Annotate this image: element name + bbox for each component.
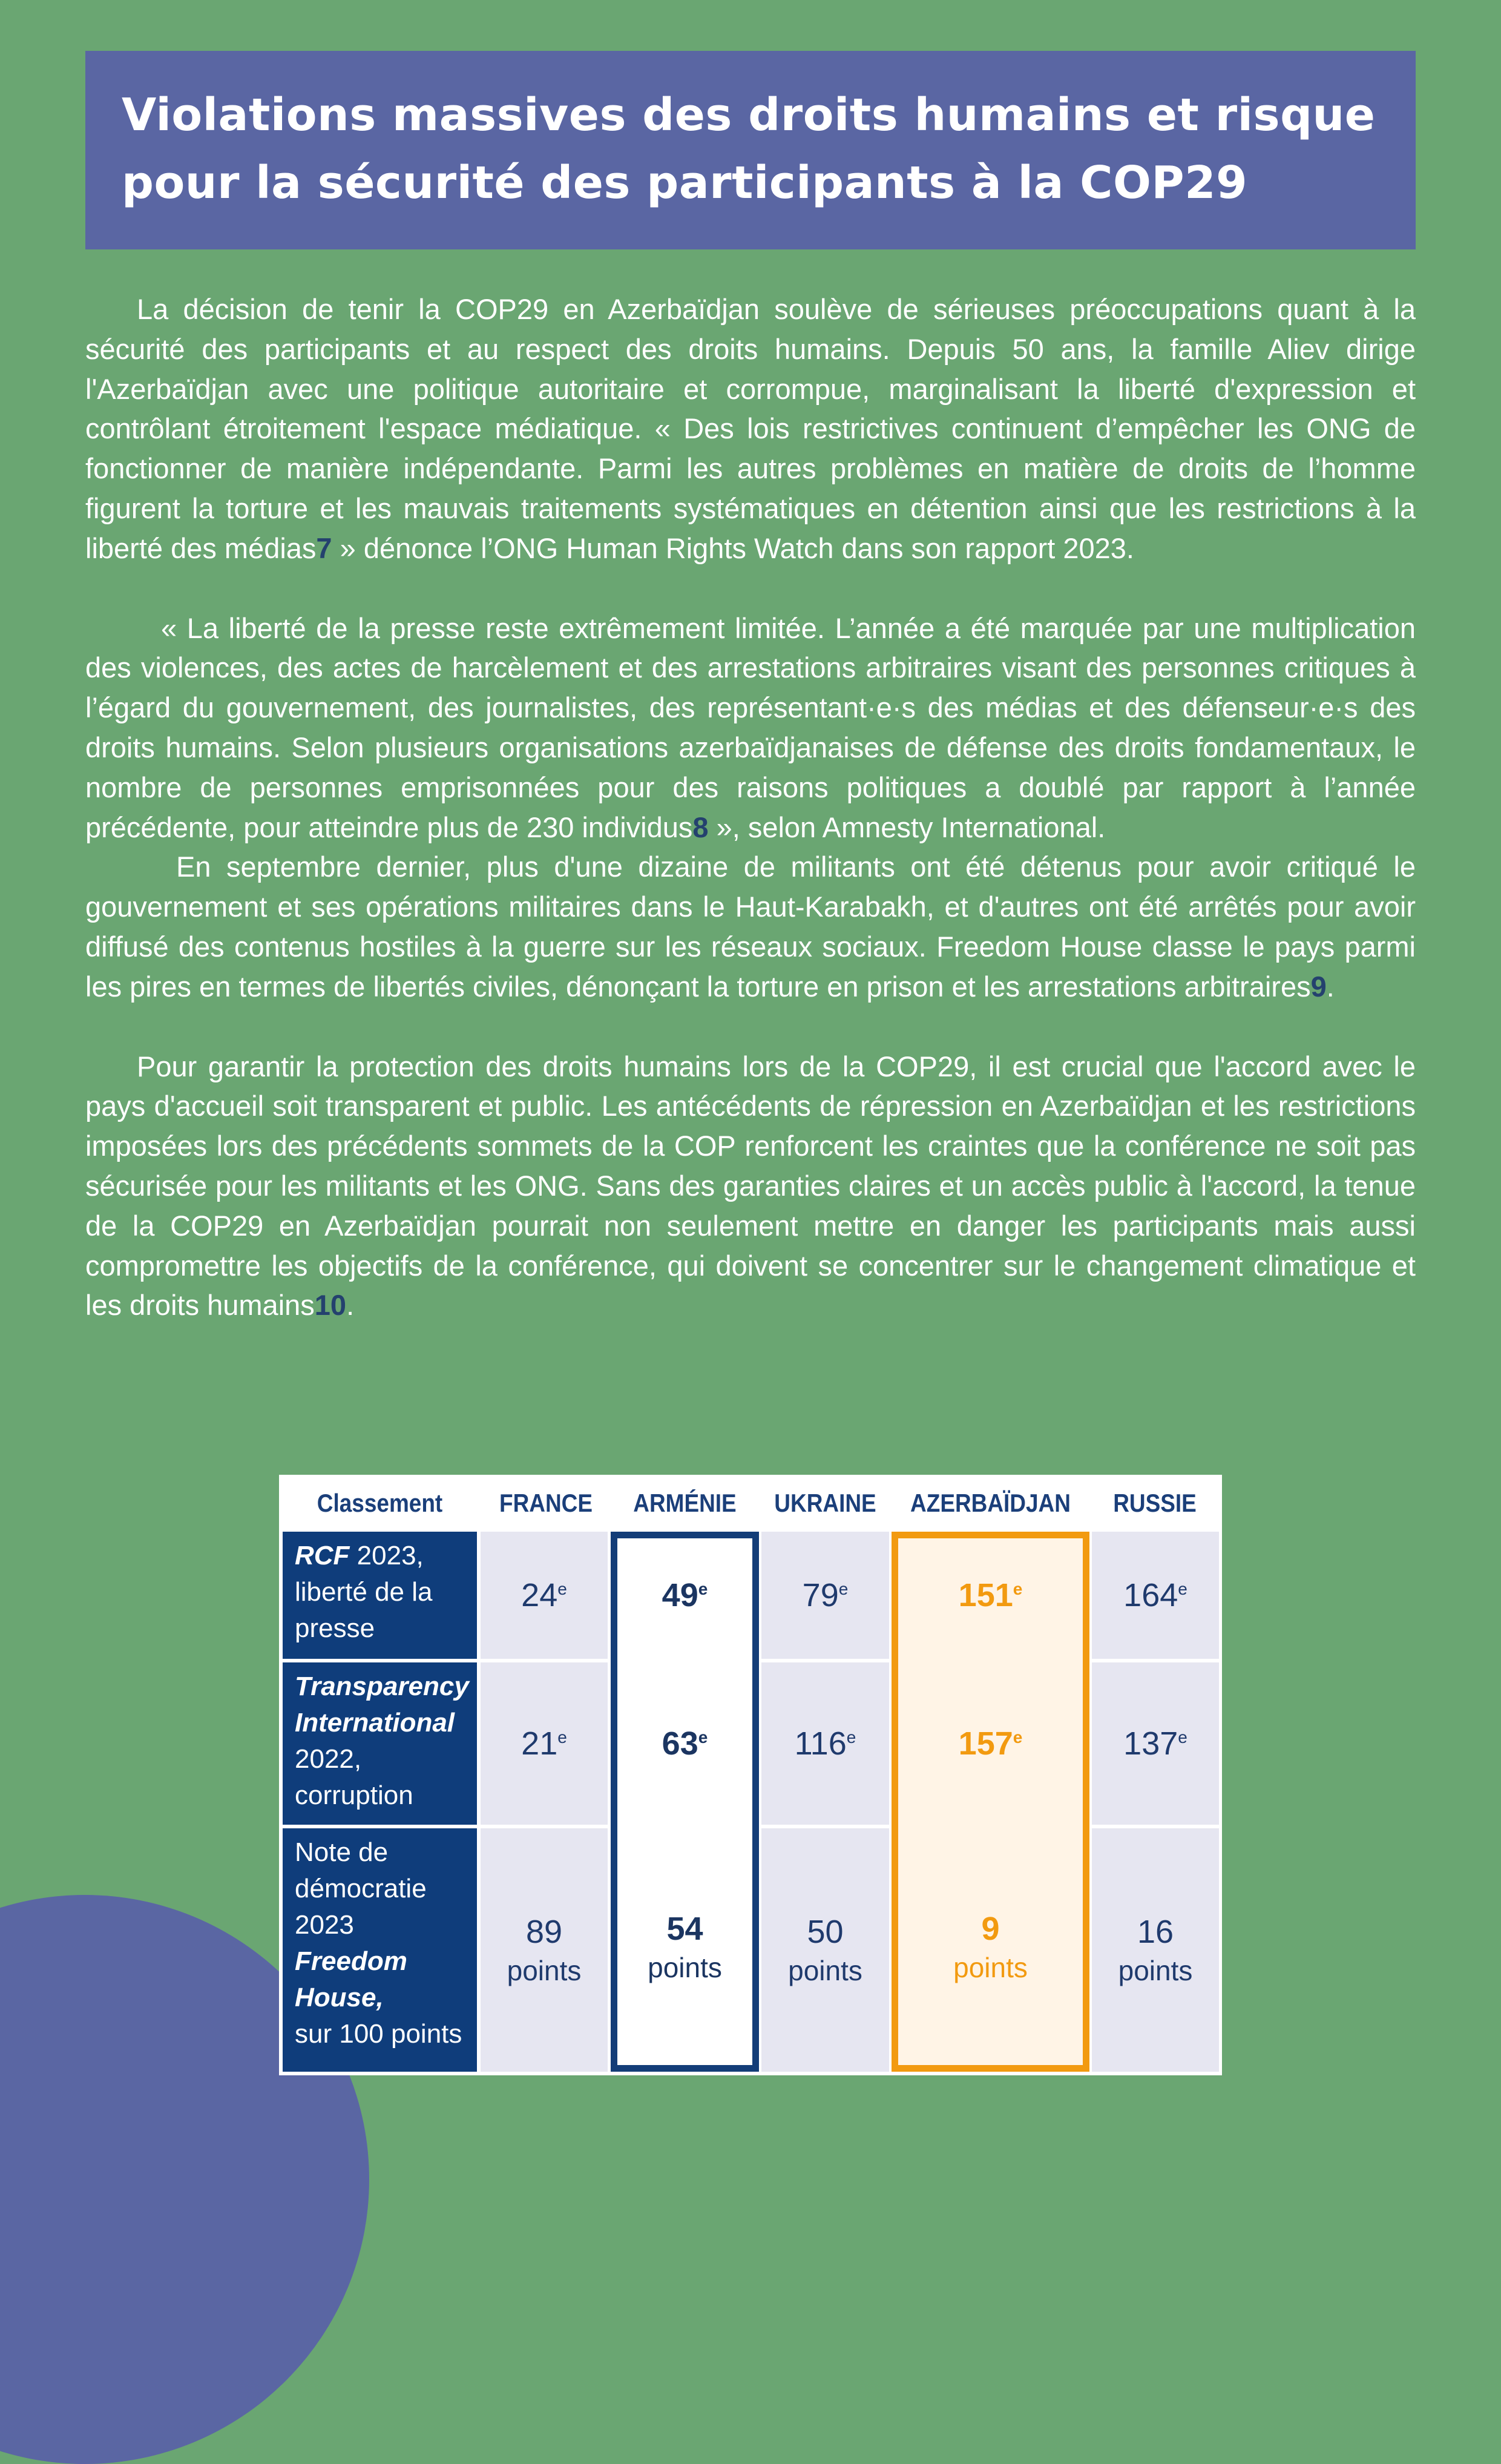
title-banner [85,51,1416,249]
paragraph-2-tail: », selon Amnesty International. [708,811,1106,843]
paragraph-1-tail: » dénonce l’ONG Human Rights Watch dans son rapport 2023. [332,532,1134,564]
cell-fh-azerbaidjan: 9 points [953,1910,1028,1983]
col-header-russie: RUSSIE [1113,1489,1197,1517]
row-label-fh-year: 2023 [295,1910,354,1940]
row-label-ti-em1: Transparency [295,1672,469,1701]
cell-fh-russie: 16 points [1092,1828,1219,2072]
article-body [85,289,1416,1325]
cell-fh-armenie: 54 points [648,1910,722,1983]
paragraph-2 [85,608,1416,848]
footnote-ref-8: 8 [692,811,709,843]
col-header-armenie: ARMÉNIE [633,1489,737,1517]
footnote-ref-7: 7 [316,532,332,564]
paragraph-4-tail: . [346,1289,355,1322]
row-label-rcf-em: RCF [295,1541,350,1570]
row-header-freedom-house [283,1828,477,2072]
ranking-table [279,1475,1222,2075]
paragraph-3 [85,847,1416,1006]
row-label-rcf-line3: presse [295,1613,375,1643]
row-header-transparency [283,1662,477,1825]
title-line-2: pour la sécurité des participants à la COP29 [122,157,1248,209]
cell-rcf-ukraine: 79e [761,1532,889,1659]
paragraph-3-tail: . [1326,970,1335,1003]
paragraph-4 [85,1047,1416,1326]
row-label-fh-em1: Freedom [295,1946,407,1976]
paragraph-1 [85,289,1416,568]
cell-fh-ukraine: 50 points [761,1828,889,2072]
col-header-france: FRANCE [499,1489,593,1517]
row-label-ti-line4: corruption [295,1780,413,1810]
paragraph-1-text: La décision de tenir la COP29 en Azerbaïdjan soulève de sérieuses préoccupations quant à la sécurité des participants et au respect des droits humains. Depuis 50 ans, la famille Aliev dirige l'Azerbaïdjan avec une politique autoritaire et corrompue, marginalisant la liberté d'expression et contrôlant étroitement l'espace médiatique. « Des lois restrictives continuent d’empêcher les ONG de fonctionner de manière indépendante. Parmi les autres problèmes en matière de droits de l’homme figurent la torture et les mauvais traitements systématiques en détention ainsi que les restrictions à la liberté des médias [85,293,1416,564]
cell-rcf-azerbaidjan: 151e [958,1577,1023,1613]
cell-ti-azerbaidjan: 157e [958,1725,1023,1762]
cell-rcf-armenie: 49e [662,1577,708,1613]
row-label-fh-line6: sur 100 points [295,2019,462,2049]
footnote-ref-9: 9 [1310,970,1327,1003]
paragraph-4-text: Pour garantir la protection des droits humains lors de la COP29, il est crucial que l'accord avec le pays d'accueil soit transparent et public. Les antécédents de répression en Azerbaïdjan et les restrictions imposées lors des précédents sommets de la COP renforcent les craintes que la conférence ne soit pas sécurisée pour les militants et les ONG. Sans des garanties claires et un accès public à l'accord, la tenue de la COP29 en Azerbaïdjan pourrait non seulement mettre en danger les participants mais aussi compromettre les objectifs de la conférence, qui doivent se concentrer sur le changement climatique et les droits humains [85,1050,1416,1322]
cell-ti-ukraine: 116e [761,1662,889,1825]
cell-rcf-russie: 164e [1092,1532,1219,1659]
row-label-fh-line2: démocratie [295,1874,427,1903]
row-header-rcf [283,1532,477,1659]
col-header-classement: Classement [317,1489,443,1517]
paragraph-2-text: « La liberté de la presse reste extrêmement limitée. L’année a été marquée par une multiplication des violences, des actes de harcèlement et des arrestations arbitraires visant des personnes critiques à l’égard du gouvernement, des journalistes, des représentant·e·s des médias et des défenseur·e·s des droits humains. Selon plusieurs organisations azerbaïdjanaises de défense des droits fondamentaux, le nombre de personnes emprisonnées pour des raisons politiques a doublé par rapport à l’année précédente, pour atteindre plus de 230 individus [85,611,1416,843]
col-header-ukraine: UKRAINE [774,1489,876,1517]
page-title [122,81,1416,217]
cell-ti-russie: 137e [1092,1662,1219,1825]
row-label-rcf-year: 2023, [349,1541,424,1570]
paragraph-3-text: En septembre dernier, plus d'une dizaine de militants ont été détenus pour avoir critiqué le gouvernement et ses opérations militaires dans le Haut-Karabakh, et d'autres ont été arrêtés pour avoir diffusé des contenus hostiles à la guerre sur les réseaux sociaux. Freedom House classe le pays parmi les pires en termes de libertés civiles, dénonçant la torture en prison et les arrestations arbitraires [85,851,1416,1003]
row-label-ti-em2: International [295,1708,455,1738]
row-label-fh-em2: House, [295,1983,384,2012]
row-label-rcf-line2: liberté de la [295,1577,433,1607]
cell-fh-france: 89 points [481,1828,608,2072]
row-label-ti-year: 2022, [295,1744,362,1774]
cell-ti-france: 21e [481,1662,608,1825]
cell-ti-armenie: 63e [662,1725,708,1762]
cell-rcf-france: 24e [481,1532,608,1659]
col-header-azerbaidjan: AZERBAÏDJAN [910,1489,1071,1517]
footnote-ref-10: 10 [314,1289,347,1322]
row-label-fh-line1: Note de [295,1837,389,1867]
title-line-1: Violations massives des droits humains et risque [122,89,1376,141]
